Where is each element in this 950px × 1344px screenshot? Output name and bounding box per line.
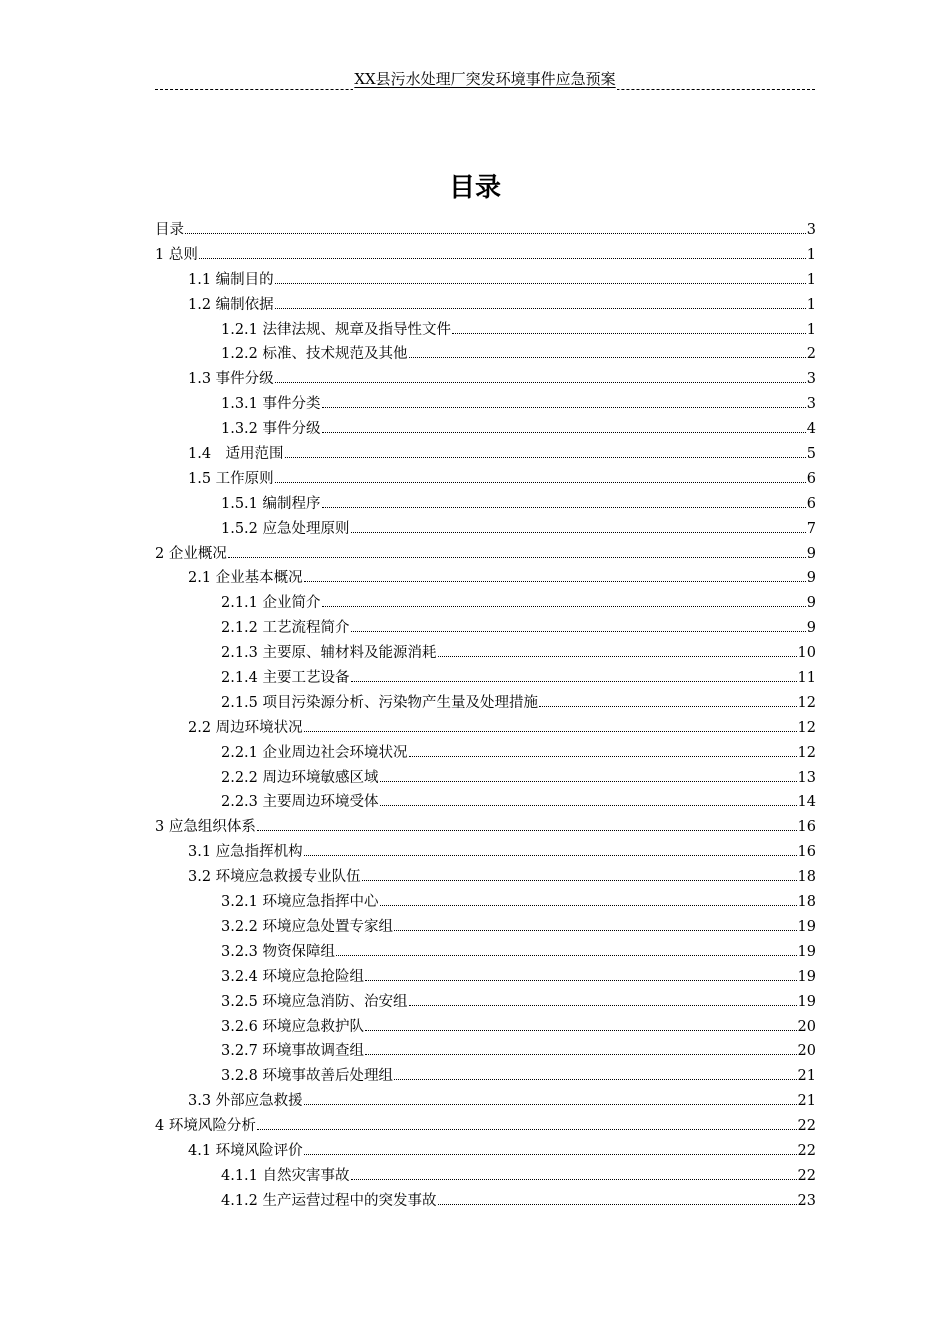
toc-entry-page-number: 6: [806, 495, 816, 512]
toc-entry[interactable]: [155, 542, 816, 567]
toc-entry-label: 1.2 编制依据: [188, 296, 274, 313]
toc-dot-leader: [275, 382, 806, 383]
toc-entry-page-number: 11: [797, 670, 816, 687]
toc-entry-label: 1.3 事件分级: [188, 371, 274, 388]
toc-dot-leader: [394, 1079, 797, 1080]
toc-entry-label: 3.2.4 环境应急抢险组: [221, 968, 365, 985]
toc-entry[interactable]: [155, 691, 816, 716]
toc-entry[interactable]: [155, 1164, 816, 1189]
toc-entry-page-number: 21: [797, 1093, 816, 1110]
toc-entry-page-number: 22: [797, 1167, 816, 1184]
toc-entry-label: 3.2.6 环境应急救护队: [221, 1018, 365, 1035]
toc-entry-page-number: 18: [797, 869, 816, 886]
toc-entry-page-number: 20: [797, 1043, 816, 1060]
toc-entry-page-number: 18: [797, 894, 816, 911]
toc-entry-label: 4.1.2 生产运营过程中的突发事故: [221, 1192, 437, 1209]
toc-entry-page-number: 9: [806, 595, 816, 612]
toc-entry-label: 4 环境风险分析: [155, 1118, 256, 1135]
toc-entry-label: 4.1 环境风险评价: [188, 1142, 303, 1159]
toc-entry[interactable]: [155, 517, 816, 542]
toc-entry[interactable]: [155, 741, 816, 766]
toc-entry-page-number: 3: [806, 371, 816, 388]
toc-dot-leader: [351, 631, 806, 632]
toc-dot-leader: [409, 1005, 797, 1006]
toc-entry[interactable]: [155, 840, 816, 865]
toc-entry[interactable]: [155, 641, 816, 666]
toc-entry[interactable]: [155, 940, 816, 965]
toc-entry[interactable]: [155, 865, 816, 890]
toc-entry-label: 2.2.3 主要周边环境受体: [221, 794, 379, 811]
toc-entry-page-number: 12: [797, 744, 816, 761]
toc-entry-page-number: 5: [806, 446, 816, 463]
toc-entry[interactable]: [155, 392, 816, 417]
toc-entry-label: 2.2.1 企业周边社会环境状况: [221, 744, 408, 761]
toc-entry-page-number: 2: [806, 346, 816, 363]
toc-dot-leader: [322, 606, 806, 607]
toc-entry[interactable]: [155, 268, 816, 293]
toc-dot-leader: [257, 830, 797, 831]
toc-entry-label: 1 总则: [155, 246, 198, 263]
toc-entry[interactable]: [155, 1015, 816, 1040]
toc-entry-label: 3.2.7 环境事故调查组: [221, 1043, 365, 1060]
toc-dot-leader: [304, 1154, 797, 1155]
toc-dot-leader: [257, 1129, 797, 1130]
toc-dot-leader: [228, 557, 806, 558]
toc-entry-page-number: 20: [797, 1018, 816, 1035]
toc-entry-label: 3.3 外部应急救援: [188, 1093, 303, 1110]
toc-dot-leader: [365, 980, 797, 981]
toc-entry-page-number: 13: [797, 769, 816, 786]
toc-entry[interactable]: [155, 467, 816, 492]
toc-dot-leader: [362, 880, 797, 881]
document-title: 目录: [448, 173, 501, 203]
toc-dot-leader: [275, 482, 806, 483]
toc-dot-leader: [285, 457, 806, 458]
toc-entry-page-number: 9: [806, 545, 816, 562]
toc-entry-label: 2.1 企业基本概况: [188, 570, 303, 587]
toc-entry-label: 3.2.3 物资保障组: [221, 943, 336, 960]
toc-entry-page-number: 19: [797, 993, 816, 1010]
toc-entry[interactable]: [155, 616, 816, 641]
toc-dot-leader: [409, 357, 806, 358]
toc-entry-label: 2 企业概况: [155, 545, 227, 562]
toc-entry-label: 1.2.2 标准、技术规范及其他: [221, 346, 408, 363]
toc-entry[interactable]: [155, 293, 816, 318]
toc-dot-leader: [275, 283, 806, 284]
toc-entry-label: 2.2.2 周边环境敏感区域: [221, 769, 379, 786]
toc-entry-label: 1.1 编制目的: [188, 271, 274, 288]
toc-entry-page-number: 22: [797, 1118, 816, 1135]
toc-dot-leader: [185, 233, 806, 234]
toc-entry-label: 2.1.3 主要原、辅材料及能源消耗: [221, 645, 437, 662]
toc-entry-page-number: 14: [797, 794, 816, 811]
toc-entry-label: 3.2 环境应急救援专业队伍: [188, 869, 361, 886]
toc-dot-leader: [452, 333, 806, 334]
toc-entry-label: 2.1.5 项目污染源分析、污染物产生量及处理措施: [221, 694, 539, 711]
toc-entry[interactable]: [155, 591, 816, 616]
toc-entry[interactable]: [155, 1114, 816, 1139]
toc-entry-label: 2.2 周边环境状况: [188, 719, 303, 736]
toc-entry-page-number: 19: [797, 918, 816, 935]
toc-entry[interactable]: [155, 218, 816, 243]
toc-entry-label: 1.5.1 编制程序: [221, 495, 321, 512]
toc-entry-page-number: 10: [797, 645, 816, 662]
toc-entry[interactable]: [155, 1064, 816, 1089]
toc-entry[interactable]: [155, 890, 816, 915]
toc-entry-label: 3.2.5 环境应急消防、治安组: [221, 993, 408, 1010]
toc-entry-label: 1.4 适用范围: [188, 446, 284, 463]
toc-dot-leader: [336, 955, 797, 956]
toc-dot-leader: [409, 756, 797, 757]
toc-dot-leader: [438, 656, 797, 657]
toc-entry[interactable]: [155, 566, 816, 591]
header-title: XX县污水处理厂突发环境事件应急预案: [354, 70, 616, 88]
table-of-contents: [155, 218, 816, 1214]
toc-entry-label: 1.3.2 事件分级: [221, 421, 321, 438]
toc-entry[interactable]: [155, 990, 816, 1015]
toc-dot-leader: [304, 731, 797, 732]
toc-entry-label: 3.2.1 环境应急指挥中心: [221, 894, 379, 911]
toc-dot-leader: [380, 905, 797, 906]
toc-entry-label: 3.1 应急指挥机构: [188, 844, 303, 861]
toc-dot-leader: [304, 581, 806, 582]
toc-dot-leader: [351, 681, 797, 682]
toc-entry[interactable]: [155, 318, 816, 343]
toc-entry-label: 3.2.8 环境事故善后处理组: [221, 1068, 394, 1085]
toc-entry[interactable]: [155, 716, 816, 741]
toc-entry-page-number: 7: [806, 520, 816, 537]
toc-entry-page-number: 3: [806, 396, 816, 413]
toc-dot-leader: [199, 258, 806, 259]
toc-dot-leader: [438, 1204, 797, 1205]
toc-entry-label: 4.1.1 自然灾害事故: [221, 1167, 350, 1184]
toc-entry[interactable]: [155, 417, 816, 442]
toc-dot-leader: [365, 1054, 797, 1055]
toc-entry[interactable]: [155, 790, 816, 815]
toc-entry-page-number: 12: [797, 694, 816, 711]
toc-entry[interactable]: [155, 815, 816, 840]
toc-entry[interactable]: [155, 965, 816, 990]
toc-entry-label: 3 应急组织体系: [155, 819, 256, 836]
toc-entry[interactable]: [155, 1089, 816, 1114]
toc-entry-page-number: 16: [797, 819, 816, 836]
toc-entry-page-number: 23: [797, 1192, 816, 1209]
toc-dot-leader: [351, 532, 806, 533]
toc-entry-label: 2.1.4 主要工艺设备: [221, 670, 350, 687]
toc-entry-label: 2.1.2 工艺流程简介: [221, 620, 350, 637]
toc-entry-page-number: 1: [806, 321, 816, 338]
toc-entry-label: 1.5.2 应急处理原则: [221, 520, 350, 537]
toc-entry[interactable]: [155, 1139, 816, 1164]
toc-entry-page-number: 4: [806, 421, 816, 438]
toc-entry-page-number: 1: [806, 271, 816, 288]
toc-entry-page-number: 6: [806, 470, 816, 487]
toc-dot-leader: [539, 706, 797, 707]
toc-entry-label: 1.5 工作原则: [188, 470, 274, 487]
toc-entry-page-number: 19: [797, 968, 816, 985]
toc-dot-leader: [304, 855, 797, 856]
toc-entry-page-number: 21: [797, 1068, 816, 1085]
toc-dot-leader: [275, 308, 806, 309]
toc-entry-page-number: 12: [797, 719, 816, 736]
toc-entry[interactable]: [155, 367, 816, 392]
toc-dot-leader: [380, 805, 797, 806]
toc-entry[interactable]: [155, 766, 816, 791]
toc-entry[interactable]: [155, 915, 816, 940]
toc-entry-label: 3.2.2 环境应急处置专家组: [221, 918, 394, 935]
toc-entry[interactable]: [155, 666, 816, 691]
toc-entry-label: 1.3.1 事件分类: [221, 396, 321, 413]
toc-entry-page-number: 9: [806, 570, 816, 587]
toc-dot-leader: [380, 781, 797, 782]
toc-entry[interactable]: [155, 442, 816, 467]
toc-entry-page-number: 1: [806, 246, 816, 263]
toc-entry-label: 目录: [155, 222, 184, 238]
toc-dot-leader: [322, 432, 806, 433]
toc-entry[interactable]: [155, 342, 816, 367]
toc-entry-page-number: 16: [797, 844, 816, 861]
toc-dot-leader: [351, 1179, 797, 1180]
toc-entry[interactable]: [155, 243, 816, 268]
toc-dot-leader: [322, 507, 806, 508]
toc-entry-page-number: 3: [806, 222, 816, 238]
toc-entry-page-number: 19: [797, 943, 816, 960]
toc-entry[interactable]: [155, 492, 816, 517]
toc-entry[interactable]: [155, 1039, 816, 1064]
toc-entry-page-number: 9: [806, 620, 816, 637]
toc-entry-page-number: 1: [806, 296, 816, 313]
toc-entry[interactable]: [155, 1189, 816, 1214]
toc-dot-leader: [394, 930, 797, 931]
toc-dot-leader: [365, 1030, 797, 1031]
toc-entry-page-number: 22: [797, 1142, 816, 1159]
page-header: [155, 68, 815, 94]
toc-dot-leader: [304, 1104, 797, 1105]
toc-dot-leader: [322, 407, 806, 408]
toc-entry-label: 2.1.1 企业简介: [221, 595, 321, 612]
toc-entry-label: 1.2.1 法律法规、规章及指导性文件: [221, 321, 452, 338]
